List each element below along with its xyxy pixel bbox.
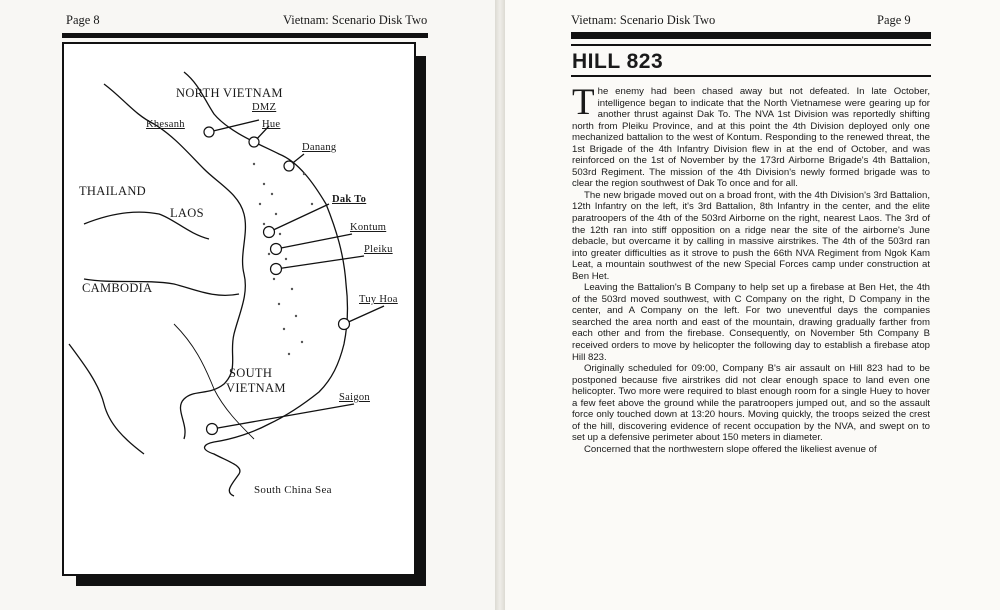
paragraph-4: Originally scheduled for 09:00, Company B's air assault on Hill 823 had to be postponed because five airstrikes did not clear enough space to land even one helicopter. Two more were required to blast enough room for a single Huey to hover a few feet above the ground while the paratroopers jumped out, and so the assault force only touched down at 13:20 hours. Moving quickly, the troops seized the crest of the hill, discovering evidence of recent occupation by the NVA, and swept on to set up a defensive perimeter about 150 meters in diameter. bbox=[572, 363, 930, 444]
right-header-rule-thick bbox=[571, 32, 931, 39]
label-danang: Danang bbox=[302, 142, 337, 153]
drop-cap: T bbox=[572, 82, 595, 123]
hue-marker bbox=[249, 137, 259, 147]
label-pleiku: Pleiku bbox=[364, 244, 393, 255]
label-laos: LAOS bbox=[170, 206, 204, 220]
section-title: HILL 823 bbox=[572, 50, 664, 73]
label-saigon: Saigon bbox=[339, 392, 370, 403]
book-gutter bbox=[495, 0, 505, 610]
right-page-number: Page 9 bbox=[877, 13, 911, 27]
left-page-number: Page 8 bbox=[66, 13, 100, 27]
label-tuy-hoa: Tuy Hoa bbox=[359, 294, 398, 305]
paragraph-1: The enemy had been chased away but not defeated. In late October, intelligence began to indicate that the North Vietnamese were gearing up for another thrust against Dak To. The NVA 1st Division was reportedly shifting north from Pleiku Province, and at this point the 4th Division deployed only one mechanized battalion to the west of Kontum. Responding to the renewed threat, the 1st Brigade of the 4th Infantry Division flew in at the end of October, and was reinforced on the 1st of November by the 173rd Airborne Brigade's 4th Battalion, 503rd Regiment. The mission of the 4th Division's newly formed brigade was to clear the region southwest of Dak To once and for all. bbox=[572, 82, 930, 190]
label-thailand: THAILAND bbox=[79, 184, 146, 198]
paragraph-3: Leaving the Battalion's B Company to help set up a firebase at Ben Het, the 4th of the 503rd moved southwest, with C Company on the right, D Company in the center, and A Company on the left. For two uneventful days the companies searched the area north and east of the mountain, drawing gradually farther from each other and from the firebase. Consequently, on November 5th Company B received orders to move by helicopter the following day to establish a firebase atop Hill 823. bbox=[572, 282, 930, 363]
left-header-rule bbox=[62, 33, 428, 38]
vietnam-map bbox=[62, 42, 416, 576]
danang-marker bbox=[284, 161, 294, 171]
label-khesanh: Khesanh bbox=[146, 119, 185, 130]
dak-to-marker bbox=[264, 227, 275, 238]
western-border bbox=[104, 84, 245, 439]
label-north-vietnam: NORTH VIETNAM bbox=[176, 86, 283, 100]
khesanh-marker bbox=[204, 127, 214, 137]
label-south-china-sea: South China Sea bbox=[254, 484, 332, 496]
left-page bbox=[0, 0, 495, 610]
thai-coast bbox=[69, 344, 144, 454]
tuy-hoa-marker bbox=[339, 319, 350, 330]
label-vietnam: VIETNAM bbox=[226, 381, 286, 395]
label-south: SOUTH bbox=[229, 366, 273, 380]
label-dmz: DMZ bbox=[252, 102, 277, 113]
saigon-marker bbox=[207, 424, 218, 435]
map-drawing bbox=[64, 44, 414, 574]
right-page bbox=[505, 0, 1000, 610]
paragraph-2: The new brigade moved out on a broad front, with the 4th Division's 3rd Battalion, 12th Infantry on the left, it's 3rd Battalion, 8th Infantry in the center, and the elite paratroopers of the 4th of the 503rd Airborne on the right, nearest Laos. The 3rd of the 12th ran into stiff opposition on a ridge near the site of the airborne's June debacle, but overcame it by calling in massive airstrikes. The 4th of the 503rd ran into greater difficulties as it strove to push the 66th NVA Regiment from Ngok Kam Leat, a mountain southwest of the new Special Forces camp under construction at Ben Het. bbox=[572, 189, 930, 282]
right-header-rule-thin bbox=[571, 44, 931, 46]
label-dak-to: Dak To bbox=[332, 194, 367, 205]
paragraph-5: Concerned that the northwestern slope offered the likeliest avenue of bbox=[584, 443, 877, 455]
pleiku-marker bbox=[271, 264, 282, 275]
kontum-marker bbox=[271, 244, 282, 255]
label-hue: Hue bbox=[262, 119, 281, 130]
label-cambodia: CAMBODIA bbox=[82, 281, 153, 295]
right-running-title: Vietnam: Scenario Disk Two bbox=[571, 13, 716, 27]
highlands-stipple bbox=[253, 163, 313, 355]
article-body bbox=[572, 82, 930, 456]
title-underline bbox=[571, 75, 931, 77]
label-kontum: Kontum bbox=[350, 222, 387, 233]
left-running-title: Vietnam: Scenario Disk Two bbox=[283, 13, 428, 27]
